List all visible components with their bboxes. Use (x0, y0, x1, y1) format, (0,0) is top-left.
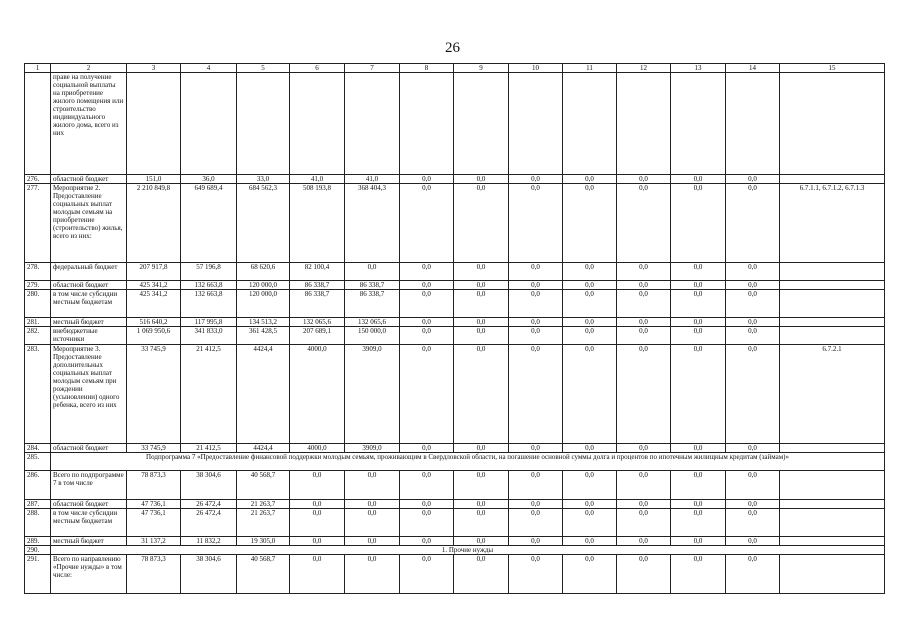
reference-cell (780, 281, 885, 290)
column-header: 7 (345, 64, 400, 73)
value-cell: 0,0 (617, 281, 671, 290)
reference-cell (780, 555, 885, 594)
value-cell: 0,0 (617, 345, 671, 444)
value-cell: 0,0 (509, 175, 563, 184)
value-cell: 0,0 (617, 263, 671, 281)
value-cell: 425 341,2 (127, 281, 181, 290)
value-cell: 21 263,7 (237, 509, 290, 537)
value-cell: 0,0 (509, 471, 563, 500)
value-cell: 0,0 (454, 281, 509, 290)
value-cell: 0,0 (563, 471, 617, 500)
value-cell: 0,0 (563, 263, 617, 281)
value-cell: 21 412,5 (181, 345, 237, 444)
value-cell: 86 338,7 (290, 290, 345, 318)
column-header: 4 (181, 64, 237, 73)
value-cell: 684 562,3 (237, 184, 290, 263)
value-cell: 0,0 (617, 290, 671, 318)
value-cell: 0,0 (563, 184, 617, 263)
reference-cell: 6.7.1.1, 6.7.1.2, 6.7.1.3 (780, 184, 885, 263)
row-number: 282. (25, 327, 51, 345)
value-cell: 86 338,7 (345, 290, 400, 318)
value-cell: 0,0 (563, 444, 617, 453)
value-cell: 0,0 (400, 500, 454, 509)
value-cell: 0,0 (617, 327, 671, 345)
value-cell: 132 065,6 (290, 318, 345, 327)
value-cell: 0,0 (509, 290, 563, 318)
value-cell: 120 000,0 (237, 281, 290, 290)
value-cell: 0,0 (563, 318, 617, 327)
value-cell: 132 065,6 (345, 318, 400, 327)
value-cell: 0,0 (671, 345, 726, 444)
value-cell: 0,0 (563, 175, 617, 184)
value-cell: 0,0 (454, 555, 509, 594)
value-cell: 0,0 (671, 537, 726, 546)
value-cell: 0,0 (400, 444, 454, 453)
value-cell: 150 000,0 (345, 327, 400, 345)
value-cell: 0,0 (400, 318, 454, 327)
value-cell (400, 73, 454, 175)
value-cell: 0,0 (671, 327, 726, 345)
value-cell: 33 745,9 (127, 345, 181, 444)
value-cell: 0,0 (400, 555, 454, 594)
table-row (25, 509, 885, 537)
column-header: 8 (400, 64, 454, 73)
value-cell: 0,0 (400, 471, 454, 500)
value-cell: 3909,0 (345, 345, 400, 444)
value-cell: 0,0 (290, 555, 345, 594)
value-cell: 0,0 (509, 500, 563, 509)
value-cell: 0,0 (509, 444, 563, 453)
value-cell: 0,0 (617, 318, 671, 327)
row-name: в том числе субсидии местным бюджетам (51, 290, 127, 318)
reference-cell (780, 327, 885, 345)
value-cell: 0,0 (563, 327, 617, 345)
row-number: 280. (25, 290, 51, 318)
value-cell: 0,0 (509, 345, 563, 444)
column-header: 11 (563, 64, 617, 73)
value-cell: 0,0 (345, 509, 400, 537)
value-cell: 0,0 (454, 471, 509, 500)
value-cell: 86 338,7 (290, 281, 345, 290)
value-cell: 0,0 (509, 327, 563, 345)
value-cell: 0,0 (454, 290, 509, 318)
value-cell: 4424,4 (237, 345, 290, 444)
value-cell: 0,0 (509, 509, 563, 537)
value-cell: 0,0 (290, 471, 345, 500)
value-cell (345, 73, 400, 175)
value-cell (237, 73, 290, 175)
value-cell: 134 513,2 (237, 318, 290, 327)
page-number: 26 (445, 40, 460, 56)
row-name: местный бюджет (51, 537, 127, 546)
value-cell: 368 404,3 (345, 184, 400, 263)
value-cell: 132 663,8 (181, 281, 237, 290)
row-name: Мероприятие 3. Предоставление дополнительных социальных выплат молодым семьям при рождении (усыновлении) одного ребенка, всего из них (51, 345, 127, 444)
reference-cell: 6.7.2.1 (780, 345, 885, 444)
value-cell: 57 196,8 (181, 263, 237, 281)
value-cell: 0,0 (454, 509, 509, 537)
value-cell: 0,0 (454, 184, 509, 263)
table-row (25, 175, 885, 184)
value-cell: 0,0 (454, 537, 509, 546)
value-cell: 0,0 (726, 345, 780, 444)
row-number: 286. (25, 471, 51, 500)
value-cell: 425 341,2 (127, 290, 181, 318)
value-cell: 0,0 (400, 327, 454, 345)
value-cell: 47 736,1 (127, 500, 181, 509)
row-name: областной бюджет (51, 281, 127, 290)
column-header: 3 (127, 64, 181, 73)
value-cell: 3909,0 (345, 444, 400, 453)
value-cell: 120 000,0 (237, 290, 290, 318)
value-cell: 0,0 (563, 290, 617, 318)
row-name: областной бюджет (51, 444, 127, 453)
table-row (25, 471, 885, 500)
column-header-row (25, 64, 885, 73)
value-cell: 0,0 (509, 184, 563, 263)
value-cell: 0,0 (726, 281, 780, 290)
value-cell: 0,0 (726, 500, 780, 509)
value-cell (181, 73, 237, 175)
column-header: 10 (509, 64, 563, 73)
value-cell: 26 472,4 (181, 500, 237, 509)
value-cell: 0,0 (454, 500, 509, 509)
table-row (25, 281, 885, 290)
value-cell: 19 305,0 (237, 537, 290, 546)
row-name: Мероприятие 2. Предоставление социальных выплат молодым семьям на приобретение (строительство) жилья, всего из них: (51, 184, 127, 263)
row-number: 281. (25, 318, 51, 327)
value-cell: 0,0 (617, 509, 671, 537)
row-name: Всего по направлению «Прочие нужды» в том числе: (51, 555, 127, 594)
table-row (25, 327, 885, 345)
row-name: внебюджетные источники (51, 327, 127, 345)
value-cell: 0,0 (400, 290, 454, 318)
reference-cell (780, 290, 885, 318)
value-cell: 0,0 (671, 555, 726, 594)
value-cell: 4424,4 (237, 444, 290, 453)
value-cell: 0,0 (671, 281, 726, 290)
section-subtitle: Подпрограмма 7 «Предоставление финансовой поддержки молодым семьям, проживающим в Свердловской области, на погашение основной суммы долга и процентов по ипотечным жилищным кредитам (займам)» (51, 453, 885, 471)
row-number: 290. (25, 546, 51, 555)
value-cell: 132 663,8 (181, 290, 237, 318)
column-header: 6 (290, 64, 345, 73)
value-cell: 0,0 (509, 318, 563, 327)
value-cell: 4000,0 (290, 444, 345, 453)
row-number: 289. (25, 537, 51, 546)
value-cell: 0,0 (400, 184, 454, 263)
value-cell: 0,0 (290, 500, 345, 509)
value-cell: 0,0 (563, 509, 617, 537)
table-row (25, 444, 885, 453)
row-number: 277. (25, 184, 51, 263)
value-cell: 78 873,3 (127, 471, 181, 500)
value-cell: 21 263,7 (237, 500, 290, 509)
reference-cell (780, 537, 885, 546)
column-header: 2 (51, 64, 127, 73)
value-cell: 0,0 (671, 444, 726, 453)
value-cell: 0,0 (345, 555, 400, 594)
table-row (25, 546, 885, 555)
value-cell: 40 568,7 (237, 471, 290, 500)
value-cell: 0,0 (617, 555, 671, 594)
value-cell: 0,0 (726, 318, 780, 327)
value-cell: 41,0 (345, 175, 400, 184)
table-row (25, 500, 885, 509)
value-cell: 0,0 (509, 537, 563, 546)
value-cell: 0,0 (617, 184, 671, 263)
column-header: 5 (237, 64, 290, 73)
value-cell: 508 193,8 (290, 184, 345, 263)
value-cell: 0,0 (726, 263, 780, 281)
value-cell: 0,0 (509, 555, 563, 594)
value-cell: 0,0 (617, 444, 671, 453)
row-number: 288. (25, 509, 51, 537)
table-row (25, 537, 885, 546)
row-name: местный бюджет (51, 318, 127, 327)
reference-cell (780, 471, 885, 500)
reference-cell (780, 263, 885, 281)
value-cell: 0,0 (345, 471, 400, 500)
value-cell: 0,0 (509, 263, 563, 281)
value-cell: 0,0 (617, 500, 671, 509)
value-cell (726, 73, 780, 175)
value-cell: 0,0 (400, 537, 454, 546)
value-cell: 0,0 (617, 471, 671, 500)
value-cell (127, 73, 181, 175)
value-cell: 0,0 (726, 471, 780, 500)
row-name: федеральный бюджет (51, 263, 127, 281)
table-row (25, 453, 885, 471)
value-cell (671, 73, 726, 175)
column-header: 14 (726, 64, 780, 73)
value-cell: 207 689,1 (290, 327, 345, 345)
value-cell: 0,0 (671, 500, 726, 509)
value-cell: 11 832,2 (181, 537, 237, 546)
value-cell: 2 210 849,8 (127, 184, 181, 263)
value-cell: 117 995,8 (181, 318, 237, 327)
column-header: 9 (454, 64, 509, 73)
reference-cell (780, 509, 885, 537)
value-cell: 0,0 (563, 500, 617, 509)
value-cell: 21 412,5 (181, 444, 237, 453)
value-cell: 0,0 (345, 263, 400, 281)
reference-cell (780, 318, 885, 327)
value-cell: 0,0 (726, 184, 780, 263)
value-cell: 0,0 (726, 327, 780, 345)
row-number: 284. (25, 444, 51, 453)
table-row (25, 184, 885, 263)
value-cell: 36,0 (181, 175, 237, 184)
value-cell: 0,0 (671, 509, 726, 537)
value-cell: 361 428,5 (237, 327, 290, 345)
row-name: праве на получение социальной выплаты на приобретение жилого помещения или строительство индивидуального жилого дома, всего из них (51, 73, 127, 175)
value-cell (290, 73, 345, 175)
value-cell: 0,0 (454, 327, 509, 345)
column-header: 12 (617, 64, 671, 73)
column-header: 13 (671, 64, 726, 73)
row-number: 276. (25, 175, 51, 184)
row-name: областной бюджет (51, 500, 127, 509)
column-header: 15 (780, 64, 885, 73)
value-cell: 0,0 (454, 263, 509, 281)
value-cell: 0,0 (509, 281, 563, 290)
value-cell: 0,0 (563, 281, 617, 290)
value-cell: 0,0 (726, 444, 780, 453)
value-cell: 4000,0 (290, 345, 345, 444)
row-number: 283. (25, 345, 51, 444)
value-cell: 0,0 (671, 263, 726, 281)
reference-cell (780, 500, 885, 509)
reference-cell (780, 175, 885, 184)
value-cell: 26 472,4 (181, 509, 237, 537)
value-cell: 516 640,2 (127, 318, 181, 327)
value-cell: 0,0 (454, 345, 509, 444)
value-cell: 0,0 (454, 175, 509, 184)
value-cell: 0,0 (726, 290, 780, 318)
value-cell: 0,0 (671, 471, 726, 500)
row-number (25, 73, 51, 175)
value-cell: 151,0 (127, 175, 181, 184)
value-cell: 0,0 (400, 345, 454, 444)
value-cell: 31 137,2 (127, 537, 181, 546)
reference-cell (780, 444, 885, 453)
value-cell (454, 73, 509, 175)
value-cell: 0,0 (290, 509, 345, 537)
row-number: 278. (25, 263, 51, 281)
value-cell: 41,0 (290, 175, 345, 184)
budget-table (24, 63, 885, 594)
value-cell (563, 73, 617, 175)
value-cell (509, 73, 563, 175)
value-cell: 0,0 (671, 290, 726, 318)
value-cell: 47 736,1 (127, 509, 181, 537)
value-cell: 0,0 (400, 281, 454, 290)
value-cell (617, 73, 671, 175)
value-cell: 0,0 (563, 555, 617, 594)
reference-cell (780, 73, 885, 175)
value-cell: 341 833,0 (181, 327, 237, 345)
row-name: Всего по подпрограмме 7 в том числе (51, 471, 127, 500)
value-cell: 38 304,6 (181, 555, 237, 594)
value-cell: 68 620,6 (237, 263, 290, 281)
table-row (25, 345, 885, 444)
value-cell: 0,0 (617, 175, 671, 184)
value-cell: 0,0 (345, 537, 400, 546)
value-cell: 0,0 (726, 537, 780, 546)
value-cell: 0,0 (290, 537, 345, 546)
value-cell: 0,0 (671, 318, 726, 327)
value-cell: 0,0 (563, 537, 617, 546)
column-header: 1 (25, 64, 51, 73)
table-row (25, 290, 885, 318)
table-row (25, 318, 885, 327)
value-cell: 0,0 (726, 509, 780, 537)
value-cell: 0,0 (617, 537, 671, 546)
value-cell: 86 338,7 (345, 281, 400, 290)
value-cell: 33 745,9 (127, 444, 181, 453)
value-cell: 0,0 (454, 318, 509, 327)
table-row (25, 73, 885, 175)
value-cell: 1 069 950,6 (127, 327, 181, 345)
value-cell: 0,0 (726, 555, 780, 594)
value-cell: 649 689,4 (181, 184, 237, 263)
value-cell: 78 873,3 (127, 555, 181, 594)
value-cell: 0,0 (400, 263, 454, 281)
row-number: 291. (25, 555, 51, 594)
row-name: областной бюджет (51, 175, 127, 184)
value-cell: 82 100,4 (290, 263, 345, 281)
row-name: в том числе субсидии местным бюджетам (51, 509, 127, 537)
value-cell: 40 568,7 (237, 555, 290, 594)
value-cell: 38 304,6 (181, 471, 237, 500)
value-cell: 0,0 (726, 175, 780, 184)
section-subtitle: 1. Прочие нужды (51, 546, 885, 555)
value-cell: 207 917,8 (127, 263, 181, 281)
value-cell: 0,0 (454, 444, 509, 453)
value-cell: 0,0 (345, 500, 400, 509)
table-row (25, 263, 885, 281)
row-number: 285. (25, 453, 51, 471)
value-cell: 0,0 (400, 509, 454, 537)
table-row (25, 555, 885, 594)
value-cell: 0,0 (671, 184, 726, 263)
value-cell: 0,0 (671, 175, 726, 184)
value-cell: 33,0 (237, 175, 290, 184)
row-number: 287. (25, 500, 51, 509)
value-cell: 0,0 (563, 345, 617, 444)
row-number: 279. (25, 281, 51, 290)
value-cell: 0,0 (400, 175, 454, 184)
